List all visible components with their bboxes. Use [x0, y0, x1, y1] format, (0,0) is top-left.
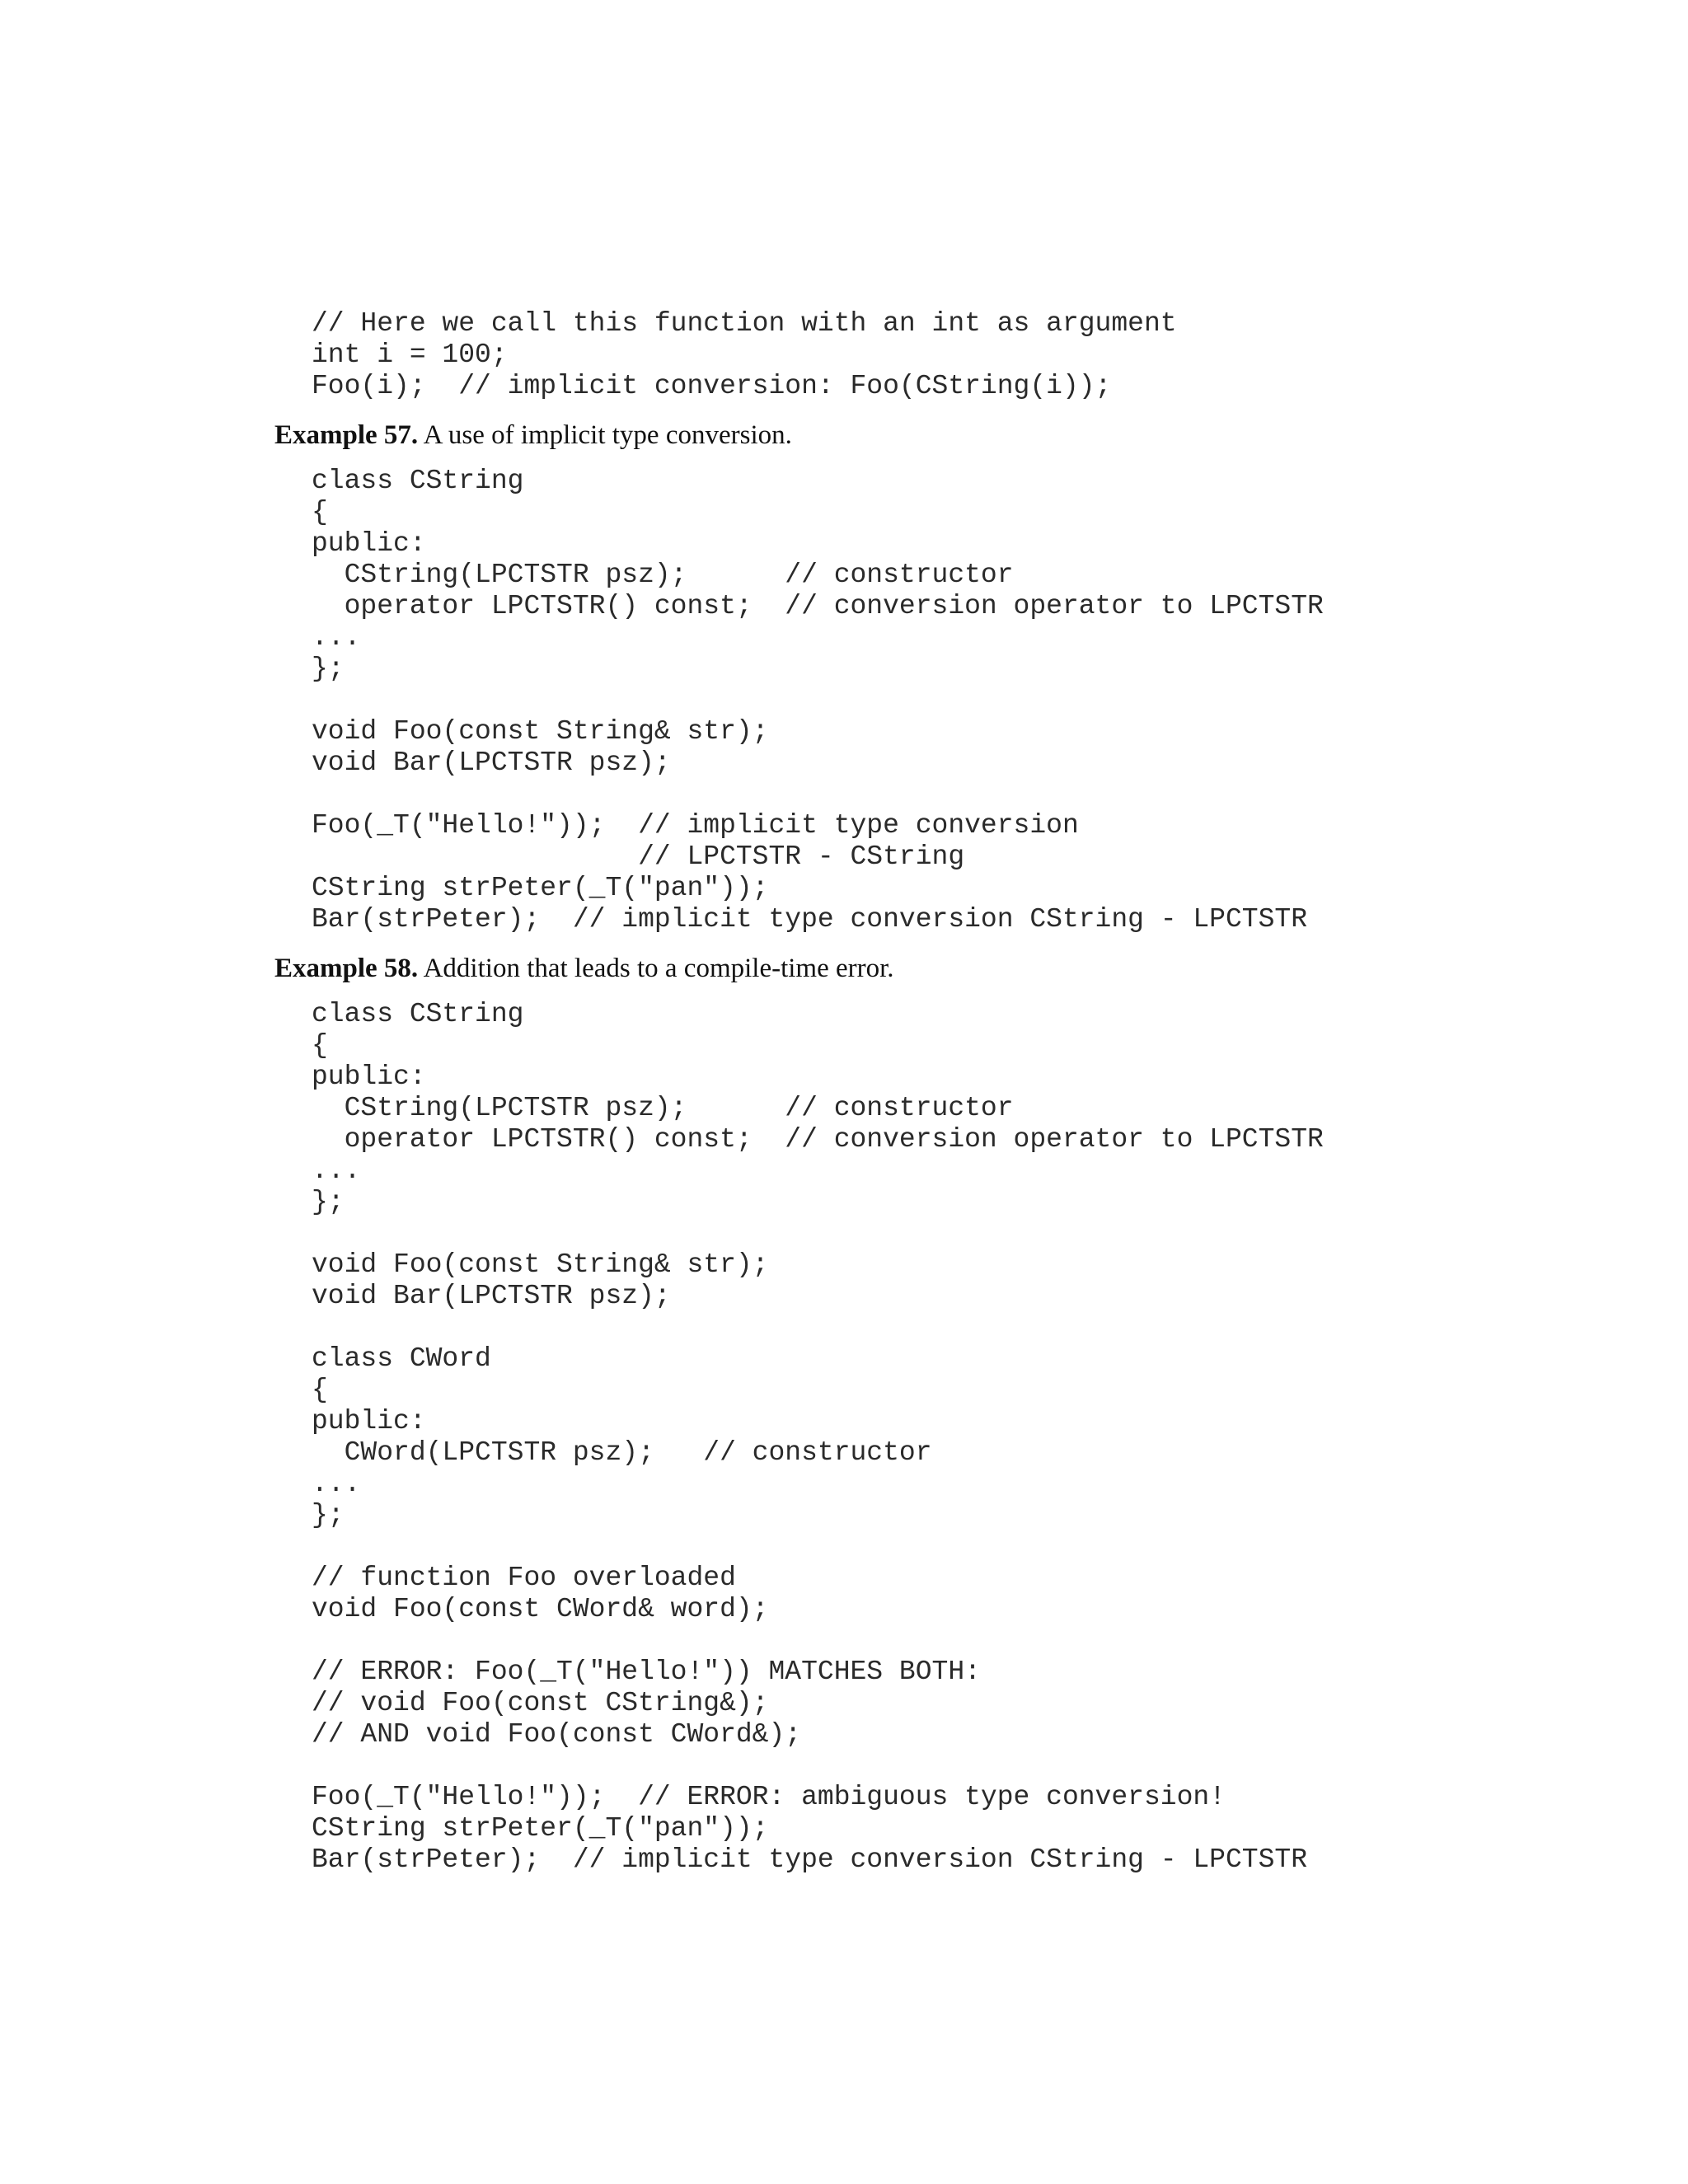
code-line — [312, 1625, 1324, 1657]
example-57-caption — [274, 419, 792, 452]
code-line — [312, 1750, 1324, 1782]
code-line: }; — [312, 1500, 345, 1530]
example-57-label: Example 57. — [274, 420, 419, 450]
code-line — [312, 779, 1324, 810]
code-line: public: — [312, 1406, 426, 1436]
code-line: { — [312, 497, 328, 527]
example-58-text: Addition that leads to a compile-time error. — [418, 954, 894, 983]
code-line: ... — [312, 1155, 361, 1186]
code-line: ... — [312, 1469, 361, 1499]
code-line — [312, 1312, 1324, 1343]
code-line: // LPCTSTR - CString — [312, 841, 965, 872]
code-line: operator LPCTSTR() const; // conversion operator to LPCTSTR — [312, 591, 1324, 621]
code-line: CString(LPCTSTR psz); // constructor — [312, 1093, 1014, 1123]
code-line: CWord(LPCTSTR psz); // constructor — [312, 1437, 932, 1468]
code-line: // void Foo(const CString&); — [312, 1688, 769, 1718]
code-line: Foo(i); // implicit conversion: Foo(CString(i)); — [312, 371, 1112, 401]
code-line — [312, 1218, 1324, 1249]
code-line: Bar(strPeter); // implicit type conversion CString - LPCTSTR — [312, 1844, 1307, 1875]
code-line: CString(LPCTSTR psz); // constructor — [312, 560, 1014, 590]
code-line: Bar(strPeter); // implicit type conversion CString - LPCTSTR — [312, 904, 1307, 935]
code-line: void Bar(LPCTSTR psz); — [312, 1281, 671, 1311]
code-line: // function Foo overloaded — [312, 1563, 736, 1593]
code-line: // AND void Foo(const CWord&); — [312, 1719, 802, 1750]
code-line: operator LPCTSTR() const; // conversion operator to LPCTSTR — [312, 1124, 1324, 1155]
code-line: class CString — [312, 466, 524, 496]
code-line: void Foo(const String& str); — [312, 716, 769, 747]
code-line: Foo(_T("Hello!")); // implicit type conversion — [312, 810, 1079, 841]
code-line: // Here we call this function with an int as argument — [312, 308, 1177, 339]
code-line: class CString — [312, 999, 524, 1029]
code-line: class CWord — [312, 1343, 491, 1374]
code-block-2 — [312, 466, 1324, 935]
code-line — [312, 1531, 1324, 1563]
code-line: { — [312, 1030, 328, 1061]
code-line: }; — [312, 654, 345, 684]
code-line: void Bar(LPCTSTR psz); — [312, 748, 671, 778]
code-line: int i = 100; — [312, 340, 508, 370]
code-line: { — [312, 1375, 328, 1405]
example-58-caption — [274, 952, 894, 985]
example-57-text: A use of implicit type conversion. — [418, 420, 792, 450]
code-line: void Foo(const CWord& word); — [312, 1594, 769, 1624]
example-58-label: Example 58. — [274, 954, 419, 983]
code-line: public: — [312, 528, 426, 559]
code-line: ... — [312, 622, 361, 653]
code-line: void Foo(const String& str); — [312, 1249, 769, 1280]
code-line — [312, 685, 1324, 716]
code-line: CString strPeter(_T("pan")); — [312, 873, 769, 903]
code-line: public: — [312, 1062, 426, 1092]
code-line: // ERROR: Foo(_T("Hello!")) MATCHES BOTH: — [312, 1657, 981, 1687]
code-block-1 — [312, 308, 1177, 402]
code-line: }; — [312, 1187, 345, 1217]
code-block-3 — [312, 999, 1324, 1876]
code-line: CString strPeter(_T("pan")); — [312, 1813, 769, 1844]
code-line: Foo(_T("Hello!")); // ERROR: ambiguous type conversion! — [312, 1782, 1226, 1812]
